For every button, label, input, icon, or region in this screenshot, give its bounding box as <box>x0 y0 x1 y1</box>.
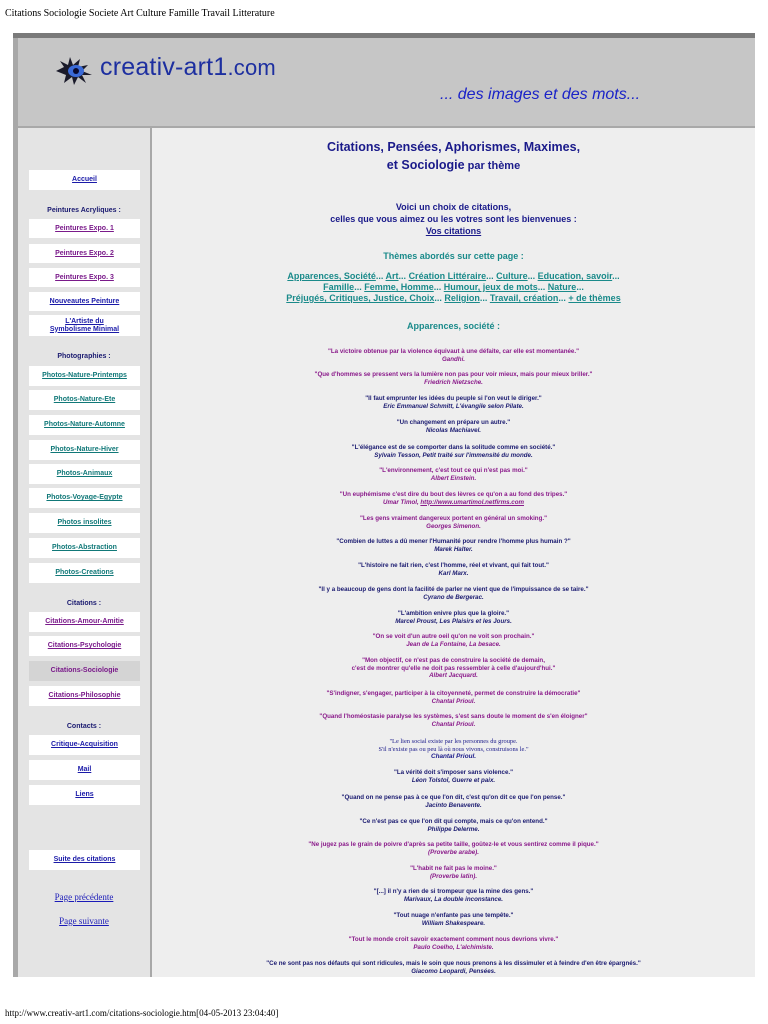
quote-text: "Les gens vraiment dangereux portent en général un smoking." <box>359 515 548 522</box>
quote-item <box>152 690 755 705</box>
theme-sep: ... <box>354 282 365 292</box>
nav-liens[interactable]: Liens <box>29 785 140 805</box>
nav-artiste-line1: L'Artiste du <box>65 317 104 325</box>
quote-item <box>152 818 755 833</box>
theme-sep: ... <box>576 282 584 292</box>
quote-author <box>152 403 755 411</box>
quote-author <box>152 641 755 649</box>
theme-link-prejuges[interactable]: Préjugés, Critiques, Justice, Choix <box>286 293 435 303</box>
quote-text-line2: S'il n'existe pas ou peu là où nous vivons, construisons le." <box>378 745 529 753</box>
quote-item <box>152 936 755 951</box>
quote-author-name: Umar Timol, <box>383 498 421 506</box>
quote-author-name: Marek Halter. <box>434 545 473 553</box>
theme-link-culture[interactable]: Culture <box>496 271 528 281</box>
quote-text: "Un euphémisme c'est dire du bout des lèvres ce qu'on a au fond des tripes." <box>339 491 568 498</box>
quote-author <box>152 546 755 554</box>
quote-text-line2: c'est de montrer qu'elle ne doit pas ressembler à celle d'aujourd'hui." <box>351 664 556 672</box>
theme-sep: ... <box>612 271 620 281</box>
quote-text: "Que d'hommes se pressent vers la lumière non pas pour voir mieux, mais pour mieux briller." <box>314 371 593 378</box>
quote-item <box>152 738 755 761</box>
quote-item <box>152 657 755 680</box>
quote-author <box>152 753 755 761</box>
quote-author <box>152 356 755 364</box>
quote-item <box>152 395 755 410</box>
quote-author <box>152 475 755 483</box>
nav-citations-psychologie[interactable]: Citations-Psychologie <box>29 636 140 656</box>
theme-link-travail[interactable]: Travail, création <box>489 293 559 303</box>
nav-citations-sociologie[interactable]: Citations-Sociologie <box>29 661 140 681</box>
quote-text: "Tout le monde croit savoir exactement comment nous devrions vivre." <box>348 936 559 943</box>
quote-author-name: Georges Simenon. <box>426 522 481 530</box>
quote-author <box>152 777 755 785</box>
nav-peintures-expo-3[interactable]: Peintures Expo. 3 <box>29 268 140 287</box>
theme-link-plus-de-themes[interactable]: + de thèmes <box>568 293 621 303</box>
nav-photos-hiver[interactable]: Photos-Nature-Hiver <box>29 440 140 460</box>
quote-item <box>152 960 755 975</box>
nav-photos-printemps[interactable]: Photos-Nature-Printemps <box>29 366 140 386</box>
section-heading-apparences: Apparences, société : <box>406 321 501 331</box>
quote-text: "On se voit d'un autre oeil qu'on ne voit son prochain." <box>372 633 535 640</box>
quote-author-name: Cyrano de Bergerac. <box>423 593 484 601</box>
site-logo[interactable] <box>100 53 276 82</box>
quote-author <box>152 873 755 881</box>
quote-text: "Ce n'est pas ce que l'on dit qui compte, mais ce qu'on entend." <box>359 818 548 825</box>
nav-mail[interactable]: Mail <box>29 760 140 780</box>
quote-author <box>152 802 755 810</box>
quote-item <box>152 888 755 903</box>
quote-item <box>152 467 755 482</box>
quote-text: "Ce ne sont pas nos défauts qui sont ridicules, mais le soin que nous prenons à les dissimuler et à feindre d'en être épargnés." <box>266 960 641 967</box>
quote-item <box>152 794 755 809</box>
intro-line1: Voici un choix de citations, <box>395 202 512 212</box>
quote-text: "L'environnement, c'est tout ce qui n'est pas moi." <box>379 467 528 474</box>
theme-link-education[interactable]: Education, savoir <box>537 271 613 281</box>
quote-author-name: Jean de La Fontaine, La besace. <box>406 640 501 648</box>
quote-item <box>152 610 755 625</box>
quote-text: "Un changement en prépare un autre." <box>396 419 511 426</box>
theme-link-religion[interactable]: Religion <box>444 293 480 303</box>
quote-text: "Quand on ne pense pas à ce que l'on dit, c'est qu'on dit ce que l'on pense." <box>341 794 566 801</box>
quote-text: "L'habit ne fait pas le moine." <box>410 865 497 872</box>
quote-item <box>152 538 755 553</box>
quote-text: "L'histoire ne fait rien, c'est l'homme, réel et vivant, qui fait tout." <box>358 562 549 569</box>
quote-text: "L'ambition enivre plus que la gloire." <box>397 610 510 617</box>
document-title: Citations Sociologie Societe Art Culture Famille Travail Litterature <box>5 8 275 19</box>
quote-item <box>152 912 755 927</box>
nav-photos-creations[interactable]: Photos-Creations <box>29 563 140 583</box>
quote-author <box>152 826 755 834</box>
theme-link-apparences[interactable]: Apparences, Société <box>287 271 376 281</box>
quote-text: "Quand l'homéostasie paralyse les systèmes, s'est sans doute le moment de s'en éloigner" <box>319 713 588 720</box>
quote-author-name: Philippe Delerme. <box>427 825 480 833</box>
quote-item <box>152 713 755 728</box>
quote-item <box>152 865 755 880</box>
nav-photos-abstraction[interactable]: Photos-Abstraction <box>29 538 140 558</box>
nav-peintures-expo-1[interactable]: Peintures Expo. 1 <box>29 219 140 238</box>
nav-accueil[interactable]: Accueil <box>29 170 140 190</box>
quote-author-name: Paulo Coelho, L'alchimiste. <box>413 943 494 951</box>
nav-suite-citations[interactable]: Suite des citations <box>29 850 140 870</box>
page-title-par-theme: par thème <box>464 160 521 172</box>
quote-author-name: (Proverbe arabe). <box>428 848 479 856</box>
page-title-sociologie: et Sociologie <box>386 158 465 172</box>
themes-list <box>152 271 755 304</box>
footer-url: http://www.creativ-art1.com/citations-sociologie.htm[04-05-2013 23:04:40] <box>5 1008 279 1018</box>
quote-author-name: Jacinto Benavente. <box>425 801 482 809</box>
quote-author-name: Gandhi. <box>441 355 466 363</box>
nav-heading-citations: Citations : <box>66 600 102 607</box>
quote-author-name: Eric Emmanuel Schmitt, L'évangile selon Pilate. <box>383 402 524 410</box>
quote-author-name: William Shakespeare. <box>421 919 486 927</box>
theme-sep: ... <box>398 271 409 281</box>
quote-author <box>152 920 755 928</box>
theme-sep: ... <box>527 271 538 281</box>
quote-author <box>152 452 755 460</box>
quote-author <box>152 427 755 435</box>
quote-author <box>152 499 755 507</box>
theme-link-famille[interactable]: Famille <box>323 282 355 292</box>
quote-item <box>152 371 755 386</box>
theme-sep: ... <box>558 293 569 303</box>
quote-author <box>152 379 755 387</box>
theme-sep: ... <box>433 282 444 292</box>
quote-author <box>152 570 755 578</box>
quote-text: "Mon objectif, ce n'est pas de construire la société de demain, <box>362 657 545 664</box>
quote-text: "Il y a beaucoup de gens dont la facilité de parler ne vient que de l'impuissance de se taire." <box>318 586 589 593</box>
quote-author-name: Léon Tolstoï, Guerre et paix. <box>411 776 496 784</box>
page-title-line1: Citations, Pensées, Aphorismes, Maximes, <box>326 140 581 154</box>
theme-link-femme-homme[interactable]: Femme, Homme <box>364 282 434 292</box>
quote-author-name: Chantal Prioul. <box>431 697 476 705</box>
nav-photos-insolites[interactable]: Photos insolites <box>29 513 140 533</box>
quote-text: "Combien de luttes a dû mener l'Humanité pour rendre l'homme plus humain ?" <box>336 538 571 545</box>
quote-author-name: (Proverbe latin). <box>429 872 478 880</box>
nav-critique-acquisition[interactable]: Critique-Acquisition <box>29 735 140 755</box>
quote-text: "[...] il n'y a rien de si trompeur que la mine des gens." <box>373 888 534 895</box>
quote-author <box>152 721 755 729</box>
quote-text: "Le lien social existe par les personnes du groupe. <box>389 738 518 745</box>
themes-heading: Thèmes abordés sur cette page : <box>383 251 524 261</box>
quote-author-name: Friedrich Nietzsche. <box>424 378 483 386</box>
nav-heading-contacts: Contacts : <box>66 723 102 730</box>
quote-author <box>152 944 755 952</box>
nav-photos-animaux[interactable]: Photos-Animaux <box>29 464 140 484</box>
nav-nouveautes-peinture[interactable]: Nouveautes Peinture <box>29 292 140 311</box>
theme-sep: ... <box>479 293 490 303</box>
quote-author <box>152 523 755 531</box>
quote-text: "La victoire obtenue par la violence équivaut à une défaite, car elle est momentanée." <box>327 348 580 355</box>
quote-author-name: Chantal Prioul. <box>430 753 477 760</box>
quote-text: "Tout nuage n'enfante pas une tempête." <box>393 912 514 919</box>
quote-author-name: Nicolas Machiavel. <box>425 426 482 434</box>
quote-author <box>152 672 755 680</box>
theme-sep: ... <box>486 271 497 281</box>
quote-author-name: Giacomo Leopardi, Pensées. <box>411 967 496 975</box>
quote-item <box>152 562 755 577</box>
quote-item <box>152 586 755 601</box>
quote-item <box>152 419 755 434</box>
nav-citations-amour[interactable]: Citations-Amour-Amitie <box>29 612 140 632</box>
nav-citations-philosophie[interactable]: Citations-Philosophie <box>29 686 140 706</box>
quote-item <box>152 348 755 363</box>
quote-text: "S'indigner, s'engager, participer à la citoyenneté, permet de construire la démocratie" <box>326 690 581 697</box>
theme-sep: ... <box>434 293 445 303</box>
nav-artiste[interactable] <box>29 315 140 336</box>
quote-author <box>152 618 755 626</box>
site-tagline: ... des images et des mots... <box>440 86 641 103</box>
quote-author-name: Chantal Prioul. <box>431 720 476 728</box>
page-title-line2 <box>152 158 755 172</box>
nav-photos-egypte[interactable]: Photos-Voyage-Egypte <box>29 488 140 508</box>
vos-citations-link[interactable]: Vos citations <box>425 226 482 236</box>
nav-photos-ete[interactable]: Photos-Nature-Ete <box>29 390 140 410</box>
quote-item <box>152 515 755 530</box>
intro-line2: celles que vous aimez ou les votres sont les bienvenues : <box>330 214 577 224</box>
quote-author <box>152 594 755 602</box>
nav-photos-automne[interactable]: Photos-Nature-Automne <box>29 415 140 435</box>
quote-item <box>152 491 755 506</box>
quote-author <box>152 698 755 706</box>
quote-text: "L'élégance est de se comporter dans la solitude comme en société." <box>351 444 556 451</box>
site-header <box>18 38 755 126</box>
theme-link-art[interactable]: Art <box>385 271 399 281</box>
quote-author-name: Karl Marx. <box>438 569 469 577</box>
nav-heading-peintures: Peintures Acryliques : <box>47 207 121 214</box>
theme-link-nature[interactable]: Nature <box>547 282 577 292</box>
quote-author-name: Sylvain Tesson, Petit traité sur l'immensité du monde. <box>374 451 533 459</box>
quote-author-name: Marcel Proust, Les Plaisirs et les Jours. <box>395 617 512 625</box>
quote-text: "Il faut emprunter les idées du peuple si l'on veut le diriger." <box>365 395 542 402</box>
quote-author <box>152 968 755 976</box>
quote-item <box>152 444 755 459</box>
quote-text: "Ne jugez pas le grain de poivre d'après sa petite taille, goûtez-le et vous sentirez comme il pique." <box>308 841 599 848</box>
quote-item <box>152 633 755 648</box>
quote-author-name: Albert Einstein. <box>430 474 477 482</box>
link-page-suivante[interactable]: Page suivante <box>59 916 109 926</box>
quote-author <box>152 896 755 904</box>
quote-author-name: Albert Jacquard. <box>429 672 478 679</box>
quote-item <box>152 769 755 784</box>
logo-icon <box>54 55 96 87</box>
quote-item <box>152 841 755 856</box>
nav-peintures-expo-2[interactable]: Peintures Expo. 2 <box>29 244 140 263</box>
quote-text: "La vérité doit s'imposer sans violence." <box>393 769 514 776</box>
nav-heading-photographies: Photographies : <box>57 353 111 360</box>
quote-author-link[interactable]: http://www.umartimol.netfirms.com <box>420 498 524 506</box>
quote-author <box>152 849 755 857</box>
logo-domain-text: .com <box>227 55 276 80</box>
link-page-precedente[interactable]: Page précédente <box>54 892 114 902</box>
intro-block <box>152 201 755 237</box>
quote-author-name: Marivaux, La double inconstance. <box>403 895 504 903</box>
theme-link-creation-litteraire[interactable]: Création Littéraire <box>408 271 487 281</box>
theme-sep: ... <box>375 271 386 281</box>
theme-sep: ... <box>537 282 548 292</box>
theme-link-humour[interactable]: Humour, jeux de mots <box>443 282 538 292</box>
logo-main-text: creativ-art1 <box>100 53 228 81</box>
nav-artiste-line2: Symbolisme Minimal <box>49 325 120 333</box>
